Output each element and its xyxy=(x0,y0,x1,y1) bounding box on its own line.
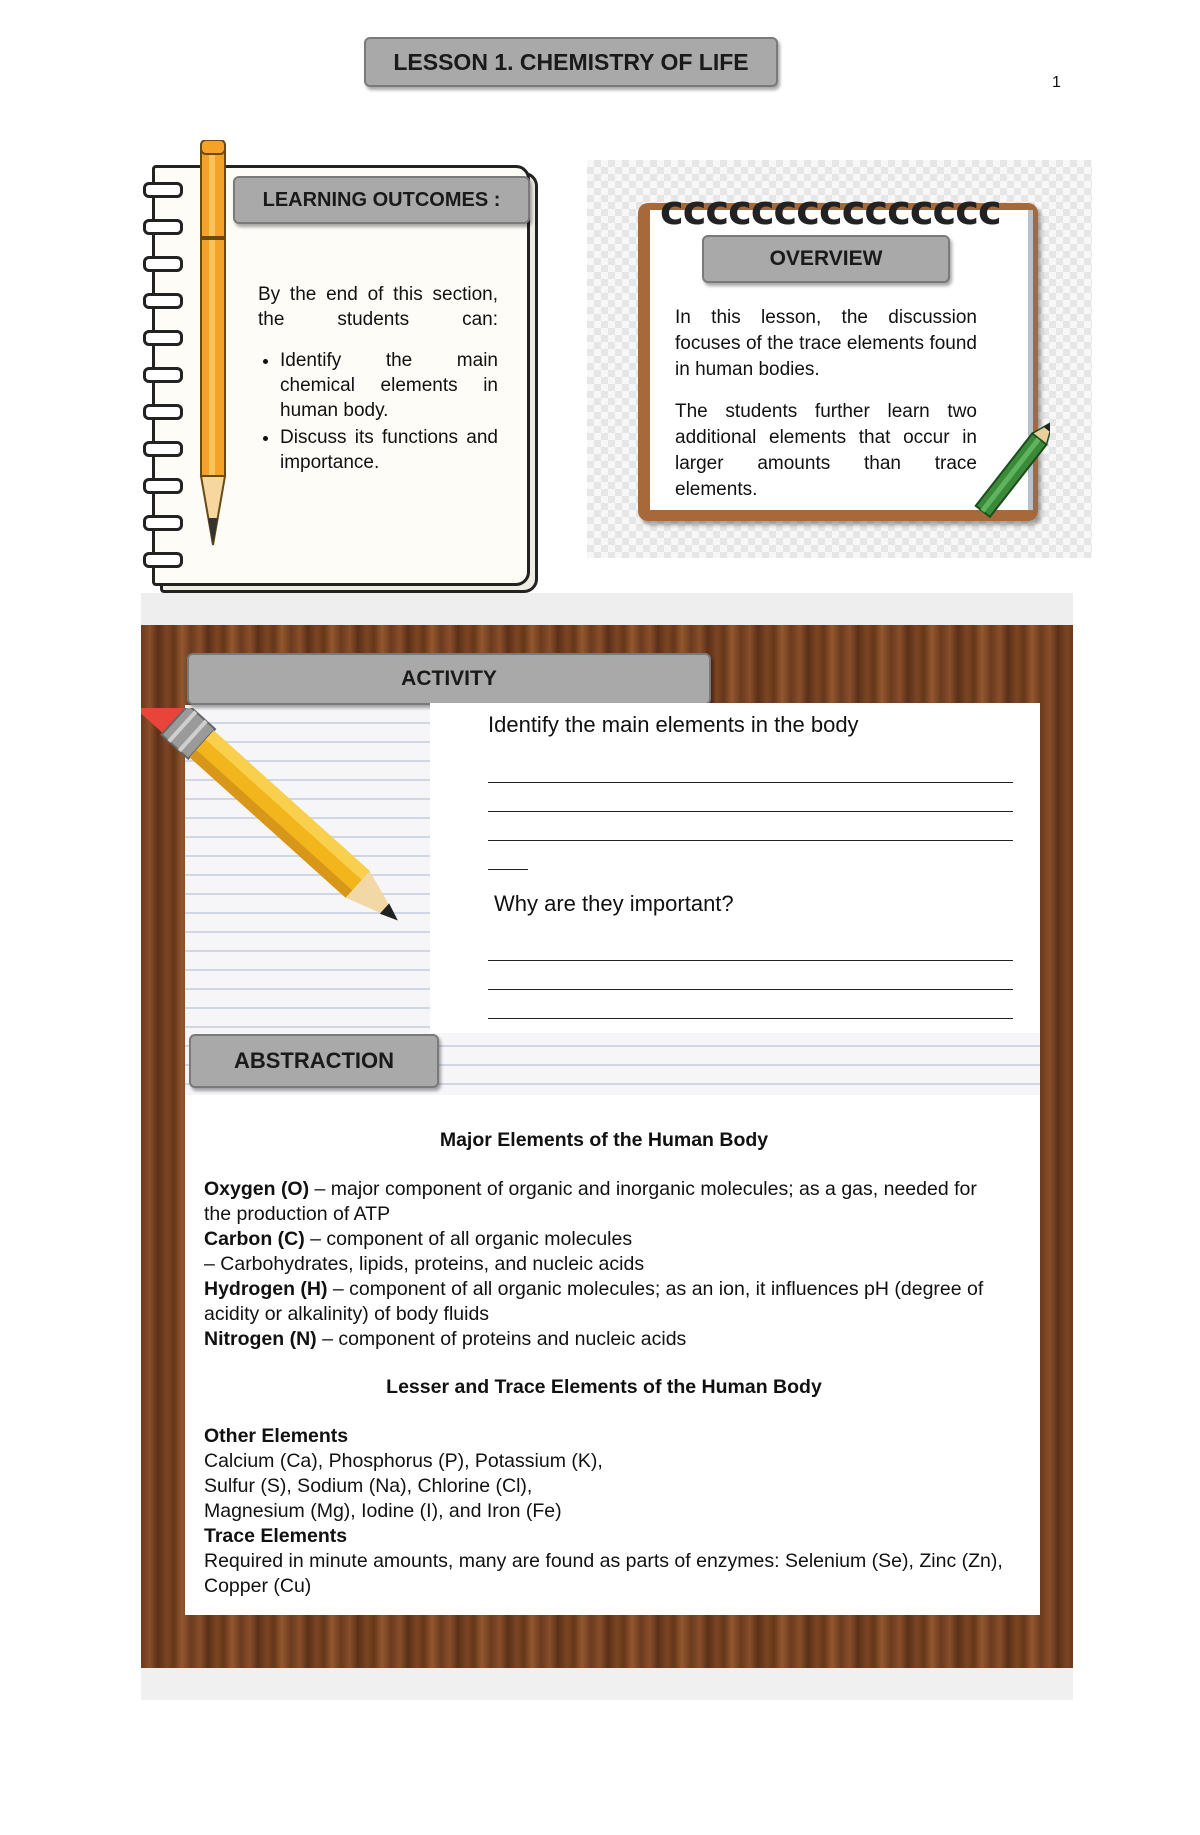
answer-line[interactable] xyxy=(488,840,1013,841)
lesson-title-text: LESSON 1. CHEMISTRY OF LIFE xyxy=(393,49,749,75)
abstraction-body xyxy=(204,1128,1004,1599)
learning-outcomes-heading-text: LEARNING OUTCOMES : xyxy=(262,189,501,211)
major-elements-heading: Major Elements of the Human Body xyxy=(439,1129,769,1151)
trace-elements-text: Required in minute amounts, many are found as parts of enzymes: Selenium (Se), Zinc (Zn), Copper (Cu) xyxy=(204,1550,1003,1597)
answer-line[interactable] xyxy=(488,811,1013,812)
abstraction-heading-text: ABSTRACTION xyxy=(233,1048,395,1073)
activity-question-2: Why are they important? xyxy=(494,891,734,916)
element-entry: Oxygen (O) – major component of organic and inorganic molecules; as a gas, needed for the production of ATP xyxy=(204,1178,977,1225)
answer-line[interactable] xyxy=(488,782,1013,783)
activity-question-1: Identify the main elements in the body xyxy=(488,712,859,737)
other-elements-line: Magnesium (Mg), Iodine (I), and Iron (Fe) xyxy=(204,1500,562,1522)
element-entry: Nitrogen (N) – component of proteins and nucleic acids xyxy=(204,1328,687,1350)
spiral-binding-icon: ccccccccccccccc xyxy=(660,188,1001,234)
learning-outcomes-intro: By the end of this section, the students can: xyxy=(258,284,498,330)
answer-line[interactable] xyxy=(488,1018,1013,1019)
answer-line[interactable] xyxy=(488,989,1013,990)
learning-outcomes-text xyxy=(258,282,498,477)
other-elements-heading: Other Elements xyxy=(204,1425,349,1447)
other-elements-line: Sulfur (S), Sodium (Na), Chlorine (Cl), xyxy=(204,1475,533,1497)
activity-heading-text: ACTIVITY xyxy=(401,667,497,690)
abstraction-heading xyxy=(189,1034,439,1088)
board-bottom-strip xyxy=(141,1668,1073,1700)
answer-line[interactable] xyxy=(488,869,528,870)
board-top-strip xyxy=(141,593,1073,625)
page-number: 1 xyxy=(1052,74,1061,91)
lesser-elements-heading: Lesser and Trace Elements of the Human Body xyxy=(386,1376,822,1398)
element-entry: – Carbohydrates, lipids, proteins, and nucleic acids xyxy=(204,1253,645,1275)
yellow-pencil-icon xyxy=(141,708,426,998)
pencil-icon xyxy=(196,140,232,550)
overview-text xyxy=(675,305,977,519)
answer-line[interactable] xyxy=(488,960,1013,961)
overview-heading-text: OVERVIEW xyxy=(769,247,883,270)
other-elements-line: Calcium (Ca), Phosphorus (P), Potassium (K), xyxy=(204,1450,603,1472)
learning-outcomes-list xyxy=(258,348,498,475)
trace-elements-heading: Trace Elements xyxy=(204,1525,348,1547)
overview-paragraph: In this lesson, the discussion focuses of the trace elements found in human bodies. xyxy=(675,307,977,380)
outcome-item: • Identify the main chemical elements in human body. xyxy=(280,348,498,423)
learning-outcomes-heading xyxy=(233,176,530,224)
lesson-title xyxy=(364,37,778,87)
outcome-item: • Discuss its functions and importance. xyxy=(280,425,498,475)
activity-card xyxy=(430,703,1040,1033)
overview-paragraph: The students further learn two additional elements that occur in larger amounts than trace elements. xyxy=(675,401,977,500)
activity-heading xyxy=(187,653,711,705)
element-entry: Carbon (C) – component of all organic molecules xyxy=(204,1228,633,1250)
green-pencil-icon xyxy=(965,420,1050,545)
element-entry: Hydrogen (H) – component of all organic molecules; as an ion, it influences pH (degree of acidity or alkalinity) of body fluids xyxy=(204,1278,984,1325)
overview-heading xyxy=(702,235,950,283)
